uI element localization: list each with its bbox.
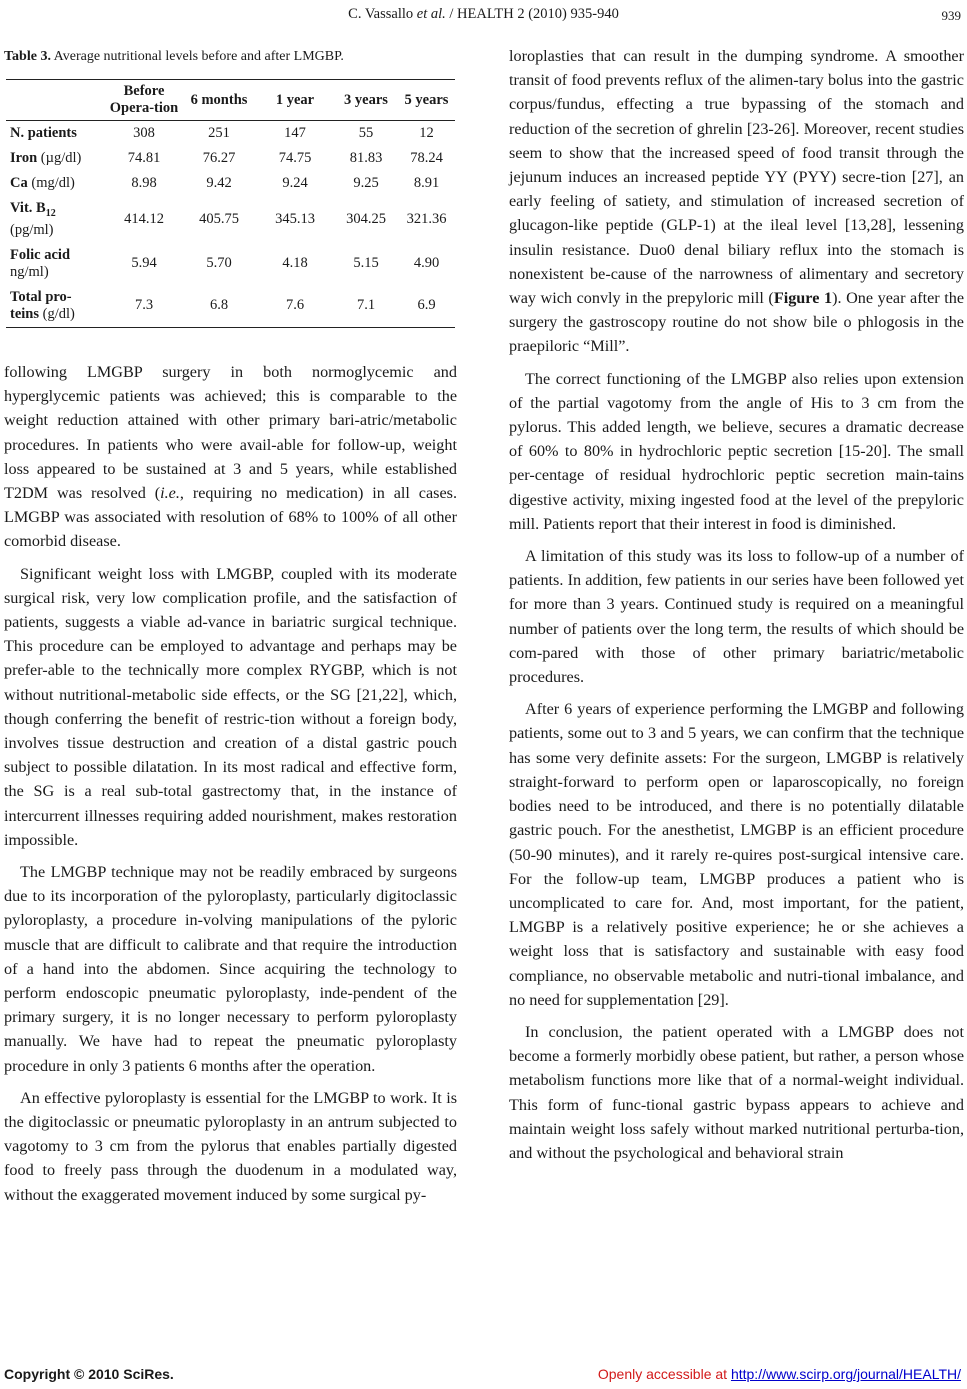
table-cell: 308 xyxy=(133,125,155,141)
table-cell: 321.36 xyxy=(406,210,447,227)
nutrition-table xyxy=(6,79,455,328)
row-label xyxy=(6,171,106,196)
table-row xyxy=(6,121,455,147)
page-number: 939 xyxy=(941,8,961,23)
table-cell: 251 xyxy=(208,125,230,141)
paragraph-text: loroplasties that can result in the dumping syndrome. A smoother transit of food prevents reflux of the alimen-tary bolus into the gastric corpus/fundus, effecting a true bypassing of the stomach and reduction of the secretion of ghrelin [23-26]. Moreover, recent studies seem to show that the increased speed of food transit through the jejunum induces an increased peptide YY (PYY) secre-tion [27], an early feeling of satiety, and stimulation of increased secretion of glucagon-like peptide (GLP-1) at the ileal level [13,28], lessening insulin resistance. Duo0 denal biliary reflux into the stomach is nonexistent be-cause of the narrowness of alimentary and secretory way wich convly in the prepyloric mill ( xyxy=(509,47,964,308)
table-cell: 5.15 xyxy=(353,255,379,272)
row-label-subscript: 12 xyxy=(45,207,56,219)
table-cell: 7.1 xyxy=(334,285,398,328)
table-cell: 6.9 xyxy=(398,285,455,328)
table-cell: 78.24 xyxy=(410,150,443,166)
paragraph: After 6 years of experience performing the LMGBP and following patients, some out to 3 and 5 years, we can confirm that the technique has some very definite assets: For the surgeon, LMGBP is relatively straight-forward to perform open or laparoscopically, no foreign bodies need to be introduced, and there is no potentially dilatable gastric pouch. For the anesthetist, LMGBP is an efficient procedure (50-90 minutes), and it rarely re-quires post-surgical intensive care. For the follow-up team, LMGBP produces a patient who is uncomplicated to care for. And, most important, for the patient, LMGBP is a relatively positive experience; he or she achieves a weight loss that is satisfactory and sustainable with easy food compliance, no observable metabolic and nutri-tional imbalance, and no need for supplementation [29]. xyxy=(509,700,964,1009)
table-cell: 55 xyxy=(358,125,374,141)
left-body-text xyxy=(4,360,457,1207)
header-6-months: 6 months xyxy=(182,80,256,121)
table-cell: 5.94 xyxy=(131,255,157,272)
header-1-year: 1 year xyxy=(256,80,334,121)
row-label-bold: Iron xyxy=(10,150,38,166)
table-cell: 405.75 xyxy=(199,210,239,227)
table-cell: 8.91 xyxy=(413,175,440,191)
table-caption-text: Average nutritional levels before and after LMGBP. xyxy=(50,49,344,64)
open-access-text: Openly accessible at xyxy=(597,1366,731,1382)
paragraph-text: following LMGBP surgery in both normoglycemic and hyperglycemic patients was achieved; this is comparable to the weight reduction attained with other primary bari-atric/metabolic procedures. In patients who were avail-able for follow-up, weight loss appeared to be sustained at 3 and 5 years, while established T2DM was resolved ( xyxy=(4,362,457,502)
table-cell: 304.25 xyxy=(346,210,386,227)
header-5-years: 5 years xyxy=(398,80,455,121)
table-cell: 5.70 xyxy=(206,255,232,272)
paragraph: A limitation of this study was its loss to follow-up of a number of patients. In addition, few patients in our series have been followed yet for more than 3 years. Continued study is required on a meaningful number of patients over the long term, the results of which should be com-pared with those of other primary bariatric/metabolic procedures. xyxy=(509,547,964,687)
row-label-unit: (g/dl) xyxy=(39,305,75,322)
table-row xyxy=(6,146,455,171)
paragraph: The LMGBP technique may not be readily embraced by surgeons due to its incorporation of the pyloroplasty, particularly digitoclassic pyloroplasty, a procedure in-volving manipulations of the pyloric muscle that are difficult to calibrate and that require the introduction of a hand into the abdomen. Since acquiring the technology to perform endoscopic pneumatic pyloroplasty, inde-pendent of the primary surgery, it is no longer necessary to perform pyloroplasty manually. We have had to repeat the pneumatic pyloroplasty procedure in only 3 patients 6 months after the operation. xyxy=(4,862,457,1075)
table-header-row xyxy=(6,80,455,121)
open-access-notice xyxy=(598,1366,961,1382)
row-label xyxy=(6,243,106,285)
row-label-bold-2: teins xyxy=(10,305,39,322)
table-cell: 74.75 xyxy=(278,150,312,166)
journal-link[interactable]: http://www.scirp.org/journal/HEALTH/ xyxy=(730,1366,961,1382)
row-label xyxy=(6,196,106,243)
running-head-etal: et al. xyxy=(416,6,446,22)
paragraph: An effective pyloroplasty is essential for the LMGBP to work. It is the digitoclassic or pneumatic pyloroplasty in an antrum subjected to vagotomy to 3 cm from the pylorus that enables partially digested food to freely pass through the duodenum in a modulated way, without the exaggerated movement induced by some surgical py- xyxy=(4,1088,457,1204)
paragraph-italic: i.e. xyxy=(160,483,180,502)
paragraph-text-end: , requiring no medication) in all cases. LMGBP was associated with resolution of 68% to 100% of all other comorbid disease. xyxy=(4,483,458,551)
table-cell: 4.90 xyxy=(413,255,440,272)
paragraph xyxy=(509,44,964,359)
copyright-notice: Copyright © 2010 SciRes. xyxy=(4,1366,174,1382)
paragraph: The correct functioning of the LMGBP also relies upon extension of the partial vagotomy from the angle of His to 3 cm from the pylorus. This added length, we believe, secures a dramatic decrease of 60% to 80% in hydrochloric peptic secretion [15-20]. The small per-centage of residual hydrochloric peptic secretion main-tains digestive activity, mixing ingested food at the level of the prepyloric mill. Patients report that their interest in food is diminished. xyxy=(509,369,964,533)
row-label xyxy=(6,146,106,171)
table-row xyxy=(6,285,455,328)
table-cell: 147 xyxy=(284,125,306,141)
table-caption xyxy=(4,48,457,66)
row-label-unit: (mg/dl) xyxy=(27,175,75,191)
paragraph: In conclusion, the patient operated with a LMGBP does not become a formerly morbidly obese patient, but rather, a person whose metabolism functions more like that of a normal-weight individual. This form of func-tional gastric bypass appears to achieve and maintain weight loss safely without marked nutritional perturba-tion, and without the psychological and behavioral strain xyxy=(509,1022,964,1162)
running-header xyxy=(0,6,967,28)
row-label-bold: Total pro- xyxy=(10,288,72,305)
figure-reference: Figure 1 xyxy=(773,289,833,308)
header-3-years: 3 years xyxy=(334,80,398,121)
row-label-bold: N. patients xyxy=(10,125,77,141)
running-head-rest: / HEALTH 2 (2010) 935-940 xyxy=(445,6,619,22)
row-label-unit: (µg/dl) xyxy=(37,150,82,166)
table-caption-label: Table 3. xyxy=(4,49,51,64)
header-before: Before Opera-tion xyxy=(106,80,182,121)
table-cell: 74.81 xyxy=(127,150,161,166)
paragraph-text-end: ). One year after the surgery the gastroscopy routine do not show bile o phlogosis in the praepiloric “Mill”. xyxy=(509,289,965,356)
table-cell: 9.42 xyxy=(206,175,232,191)
table-row xyxy=(6,196,455,243)
table-cell: 7.6 xyxy=(256,285,334,328)
running-head-author: C. Vassallo xyxy=(348,6,417,22)
row-label-bold: Vit. B xyxy=(10,200,46,216)
row-label-bold: Folic acid xyxy=(10,246,71,263)
table-cell: 81.83 xyxy=(349,150,383,166)
row-label-unit: (pg/ml) xyxy=(10,221,54,238)
right-column xyxy=(509,44,964,1165)
table-cell: 7.3 xyxy=(106,285,182,328)
row-label-bold: Ca xyxy=(10,175,28,191)
page-footer xyxy=(0,1366,967,1386)
table-cell: 9.25 xyxy=(353,175,379,191)
row-label xyxy=(6,285,106,328)
table-cell: 6.8 xyxy=(182,285,256,328)
table-cell: 414.12 xyxy=(124,210,164,227)
row-label-unit: ng/ml) xyxy=(10,263,49,280)
table-cell: 345.13 xyxy=(275,210,315,227)
table-cell: 9.24 xyxy=(282,175,308,191)
table-row xyxy=(6,171,455,196)
paragraph: Significant weight loss with LMGBP, coupled with its moderate surgical risk, very low complication profile, and the satisfaction of patients, suggests a viable ad-vance in bariatric surgical technique. This procedure can be employed to advantage and perhaps may be prefer-able to the technically more complex RYGBP, which is not without nutritional-metabolic side effects, or the SG [21,22], which, though conferring the benefit of restric-tion without a foreign body, involves tissue destruction and creation of a distal gastric pouch subject to possible dilatation. In its most radical and effective form, the SG is a real sub-total gastrectomy that, in the instance of intercurrent illnesses requiring added nourishment, makes restoration impossible. xyxy=(4,564,457,849)
paragraph xyxy=(4,360,457,554)
header-empty xyxy=(6,80,106,121)
running-head xyxy=(0,6,967,23)
table-cell: 76.27 xyxy=(202,150,236,166)
table-row xyxy=(6,243,455,285)
table-cell: 12 xyxy=(419,125,434,141)
left-column xyxy=(4,44,457,1207)
row-label xyxy=(6,121,106,147)
table-cell: 8.98 xyxy=(131,175,157,191)
table-cell: 4.18 xyxy=(282,255,308,272)
